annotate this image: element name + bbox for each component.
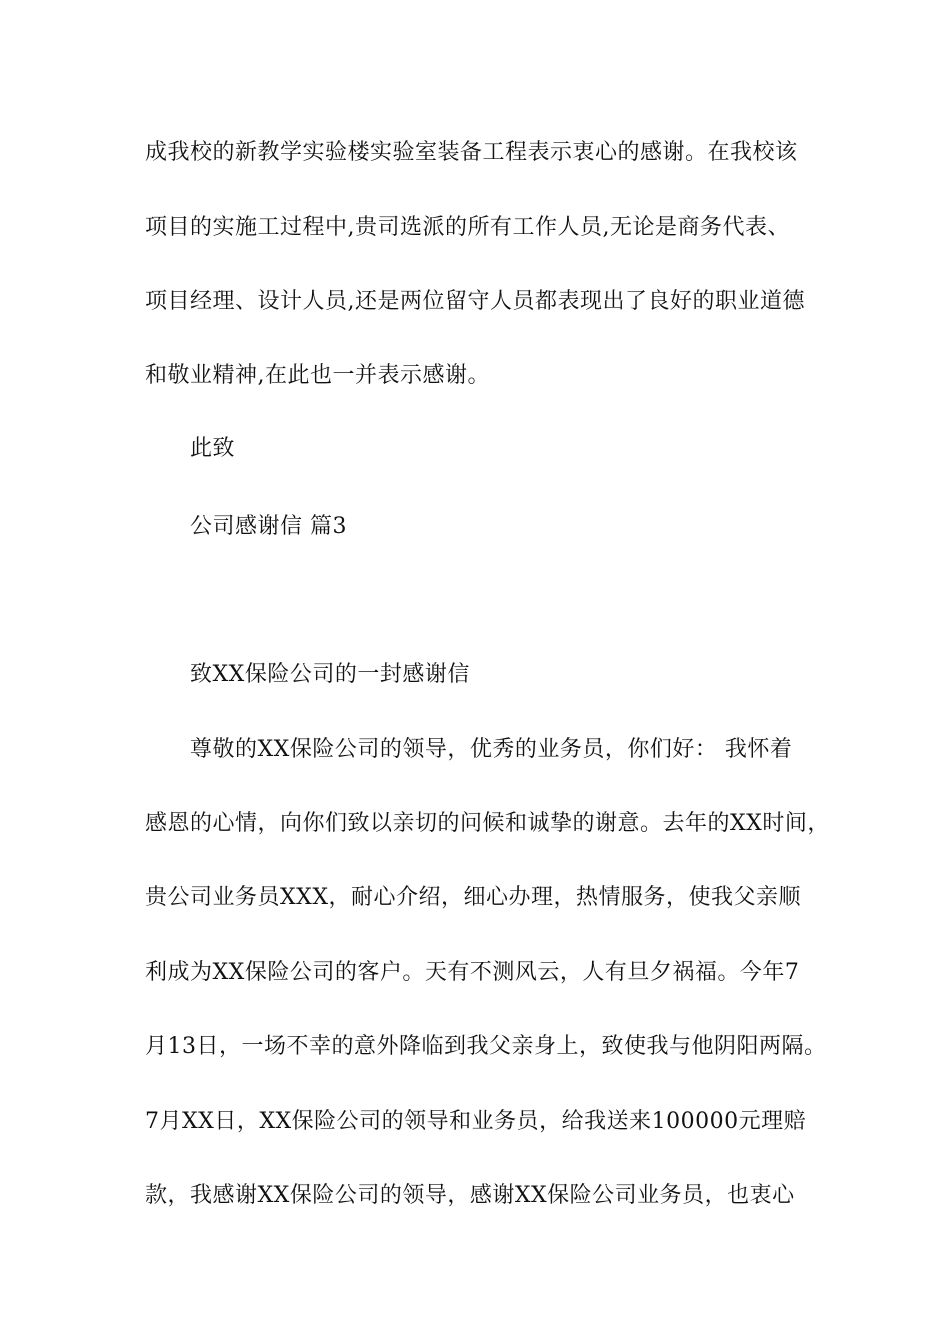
letter-title: 致XX保险公司的一封感谢信 [190,662,470,687]
paragraph-line: 项目的实施工过程中,贵司选派的所有工作人员,无论是商务代表、 [145,215,790,240]
section-heading: 公司感谢信 篇3 [190,514,347,539]
paragraph-line: 款，我感谢XX保险公司的领导，感谢XX保险公司业务员，也衷心 [145,1183,795,1208]
paragraph-line: 尊敬的XX保险公司的领导，优秀的业务员，你们好： 我怀着 [190,737,793,762]
paragraph-line: 项目经理、设计人员,还是两位留守人员都表现出了良好的职业道德 [145,289,805,314]
paragraph-line: 利成为XX保险公司的客户。天有不测风云，人有旦夕祸福。今年7 [145,960,800,985]
paragraph-line: 成我校的新教学实验楼实验室装备工程表示衷心的感谢。在我校该 [145,140,798,165]
closing-salutation: 此致 [190,436,236,461]
paragraph-line: 和敬业精神,在此也一并表示感谢。 [145,363,490,388]
paragraph-line: 感恩的心情，向你们致以亲切的问候和诚挚的谢意。去年的XX时间， [145,811,830,836]
paragraph-line: 月13日，一场不幸的意外降临到我父亲身上，致使我与他阴阳两隔。 [145,1034,827,1059]
paragraph-line: 贵公司业务员XXX，耐心介绍，细心办理，热情服务，使我父亲顺 [145,885,801,910]
paragraph-line: 7月XX日，XX保险公司的领导和业务员，给我送来100000元理赔 [145,1109,807,1134]
